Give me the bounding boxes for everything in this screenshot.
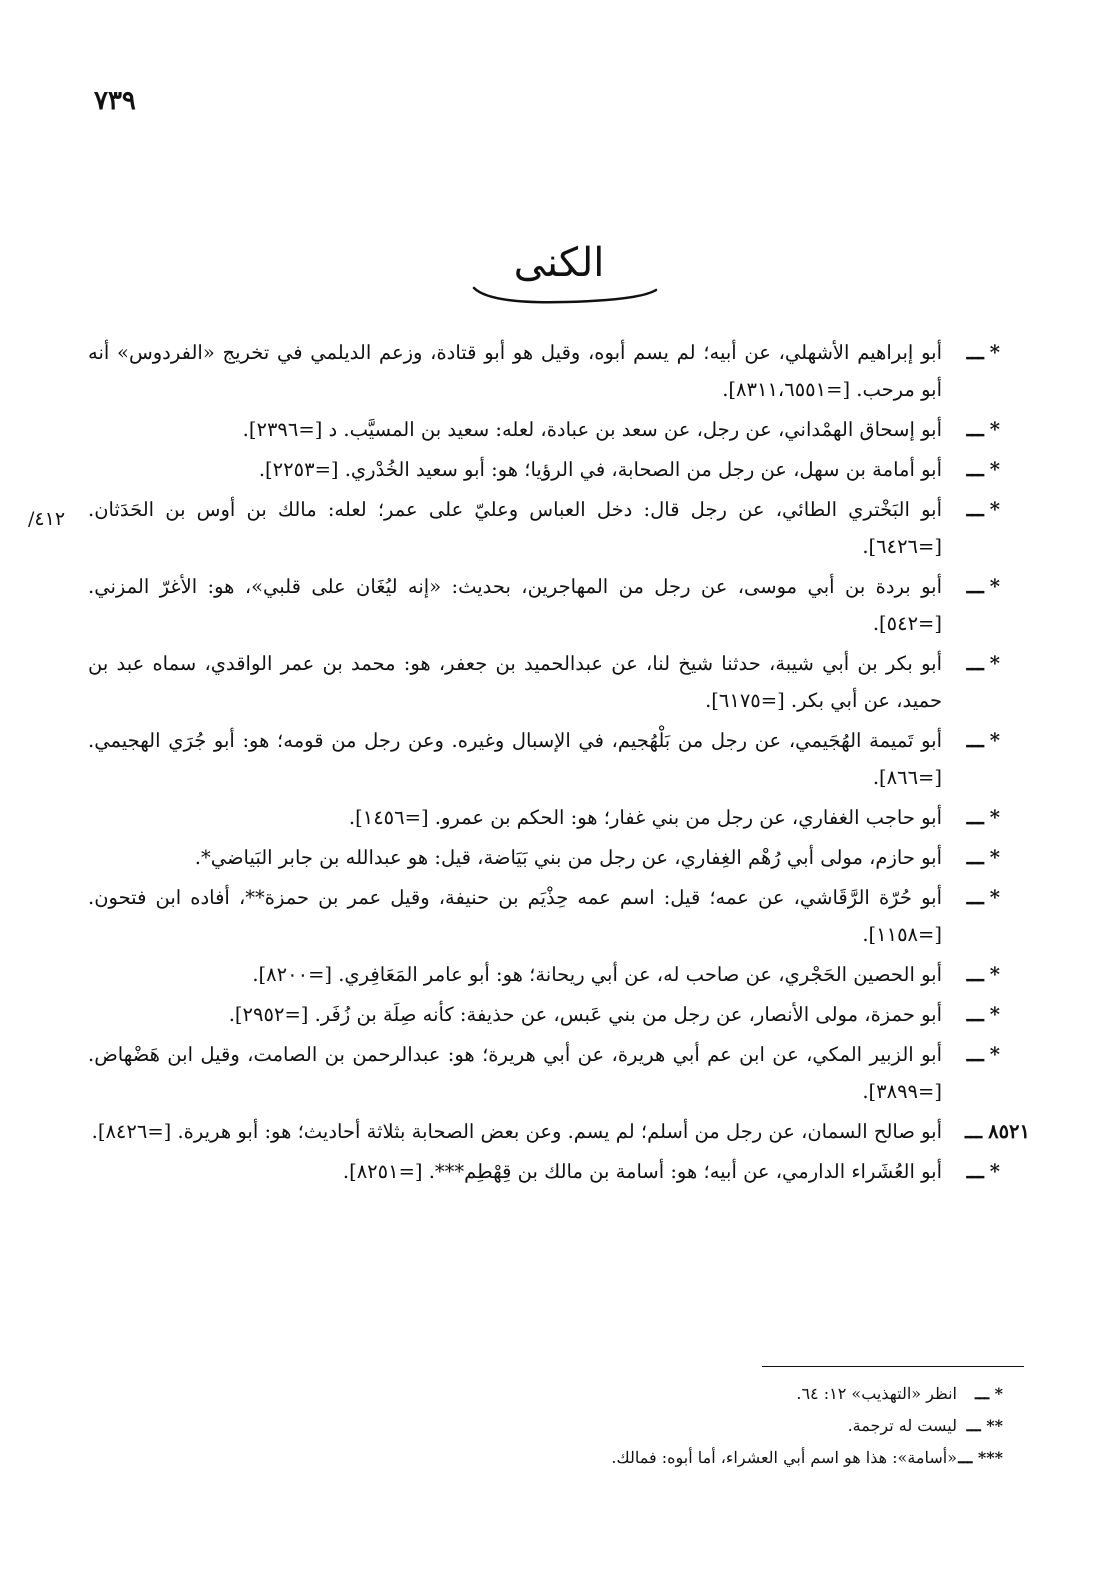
entry-item	[88, 1113, 1030, 1150]
entry-marker	[967, 839, 1000, 876]
entry-marker	[967, 799, 1000, 836]
entry-item	[88, 799, 1000, 836]
entry-item	[88, 722, 1000, 796]
entry-item	[88, 956, 1000, 993]
footnote-item	[300, 1442, 1003, 1474]
entry-dash: ـــ	[966, 963, 984, 986]
entry-text: أبو حمزة، مولى الأنصار، عن رجل من بني عَبس، عن حذيفة: كأنه صِلَة بن زُفَر. [=٢٩٥٢].	[228, 1003, 942, 1026]
entry-item	[88, 645, 1000, 719]
entry-text: أبو بردة بن أبي موسى، عن رجل من المهاجرين، بحديث: «إنه ليُغَان على قلبي»، هو: الأغرّ المزني. [=٥٤٢].	[88, 575, 942, 635]
footnote-marker: *** ـــ	[958, 1448, 1003, 1467]
footnote-text: «أسامة»: هذا هو اسم أبي العشراء، أما أبوه: فمالك.	[611, 1448, 957, 1467]
entry-dash: ـــ	[966, 1160, 984, 1183]
entry-marker-symbol: *	[989, 458, 1000, 481]
entry-dash: ـــ	[966, 341, 984, 364]
entry-dash: ـــ	[966, 498, 984, 521]
entry-marker-symbol: *	[989, 575, 1000, 598]
page-number: ٧٣٩	[94, 86, 136, 116]
entry-text: أبو حُرّة الرَّقَاشي، عن عمه؛ قيل: اسم عمه حِذْيَم بن حنيفة، وقيل عمر بن حمزة**، أفاده ابن فتحون. [=١١٥٨].	[88, 886, 942, 946]
entry-dash: ـــ	[966, 806, 984, 829]
entry-item	[88, 1036, 1000, 1110]
entry-item	[88, 1153, 1000, 1190]
entry-marker-symbol: *	[989, 418, 1000, 441]
entry-text: أبو العُشَراء الدارمي، عن أبيه؛ هو: أسامة بن مالك بن قِهْطِم***. [=٨٢٥١].	[342, 1160, 942, 1183]
entry-item	[88, 451, 1000, 488]
entry-list	[88, 334, 1030, 1193]
entry-marker-symbol: ٨٥٢١	[988, 1120, 1030, 1143]
entry-dash: ـــ	[966, 418, 984, 441]
entry-marker	[967, 1036, 1000, 1073]
entry-text: أبو إسحاق الهمْداني، عن رجل، عن سعد بن عبادة، لعله: سعيد بن المسيَّب. د [=٢٣٩٦].	[242, 418, 942, 441]
entry-marker	[967, 411, 1000, 448]
entry-item	[88, 411, 1000, 448]
entry-text: أبو حاجب الغفاري، عن رجل من بني غفار؛ هو: الحكم بن عمرو. [=١٤٥٦].	[348, 806, 942, 829]
entry-marker	[967, 722, 1000, 759]
footnote-text: ليست له ترجمة.	[847, 1416, 957, 1435]
entry-text: أبو بكر بن أبي شيبة، حدثنا شيخ لنا، عن عبدالحميد بن جعفر، هو: محمد بن عمر الواقدي، سماه عبد بن حميد، عن أبي بكر. [=٦١٧٥].	[88, 652, 942, 712]
entry-dash: ـــ	[966, 458, 984, 481]
entry-marker	[965, 1113, 1030, 1150]
entry-dash: ـــ	[966, 886, 984, 909]
footnote-text: انظر «التهذيب» ١٢: ٦٤.	[796, 1384, 957, 1403]
chapter-title: الكنى	[513, 240, 605, 286]
entry-dash: ـــ	[966, 652, 984, 675]
entry-text: أبو تَميمة الهُجَيمي، عن رجل من بَلْهُجيم، في الإسبال وغيره. وعن رجل من قومه؛ هو: أبو جُرَي الهجيمي. [=٨٦٦].	[88, 729, 942, 789]
entry-marker-symbol: *	[989, 963, 1000, 986]
entry-marker	[967, 491, 1000, 528]
entry-text: أبو إبراهيم الأشهلي، عن أبيه؛ لم يسم أبوه، وقيل هو أبو قتادة، وزعم الديلمي في تخريج «الفردوس» أنه أبو مرحب. [=٨٣١١،٦٥٥١].	[88, 341, 942, 401]
title-swash-ornament	[470, 284, 660, 306]
entry-marker	[967, 1153, 1000, 1190]
entry-marker-symbol: *	[989, 1003, 1000, 1026]
footnote-divider	[762, 1366, 1024, 1367]
entry-item	[88, 839, 1000, 876]
entry-text: أبو الحصين الحَجْري، عن صاحب له، عن أبي ريحانة؛ هو: أبو عامر المَعَافِري. [=٨٢٠٠].	[252, 963, 942, 986]
footnote-marker: ** ـــ	[966, 1416, 1003, 1435]
entry-marker-symbol: *	[989, 846, 1000, 869]
entry-item	[88, 879, 1000, 953]
entry-marker	[967, 334, 1000, 371]
margin-note: ٤١٢/	[28, 508, 66, 530]
entry-text: أبو أمامة بن سهل، عن رجل من الصحابة، في الرؤيا؛ هو: أبو سعيد الخُدْري. [=٢٢٥٣].	[258, 458, 942, 481]
entry-dash: ـــ	[966, 846, 984, 869]
entry-dash: ـــ	[966, 575, 984, 598]
entry-marker-symbol: *	[989, 1160, 1000, 1183]
entry-text: أبو البَخْتري الطائي، عن رجل قال: دخل العباس وعليّ على عمر؛ لعله: مالك بن أوس بن الحَدَثان. [=٦٤٢٦].	[88, 498, 942, 558]
entry-marker	[967, 568, 1000, 605]
entry-dash: ـــ	[966, 1043, 984, 1066]
entry-marker-symbol: *	[989, 729, 1000, 752]
entry-item	[88, 568, 1000, 642]
entry-marker	[967, 451, 1000, 488]
entry-marker-symbol: *	[989, 1043, 1000, 1066]
entry-item	[88, 334, 1000, 408]
entry-dash: ـــ	[966, 729, 984, 752]
entry-marker-symbol: *	[989, 498, 1000, 521]
footnote-item	[300, 1410, 1003, 1442]
footnote-marker: * ـــ	[975, 1384, 1003, 1403]
entry-marker-symbol: *	[989, 652, 1000, 675]
entry-text: أبو صالح السمان، عن رجل من أسلم؛ لم يسم. وعن بعض الصحابة بثلاثة أحاديث؛ هو: أبو هريرة. [=٨٤٢٦].	[91, 1120, 942, 1143]
entry-marker	[967, 956, 1000, 993]
footnote-item	[300, 1378, 1003, 1410]
entry-dash: ـــ	[964, 1120, 983, 1143]
entry-item	[88, 491, 1000, 565]
entry-marker	[967, 645, 1000, 682]
entry-dash: ـــ	[966, 1003, 984, 1026]
entry-marker-symbol: *	[989, 341, 1000, 364]
entry-marker	[967, 996, 1000, 1033]
entry-text: أبو حازم، مولى أبي رُهْم الغِفاري، عن رجل من بني بَيَاضة، قيل: هو عبدالله بن جابر البَياضي*.	[194, 846, 942, 869]
entry-text: أبو الزبير المكي، عن ابن عم أبي هريرة، عن أبي هريرة؛ هو: عبدالرحمن بن الصامت، وقيل ابن هَضْهاض. [=٣٨٩٩].	[88, 1043, 942, 1103]
entry-marker-symbol: *	[989, 806, 1000, 829]
footnote-list	[300, 1378, 1003, 1474]
entry-marker-symbol: *	[989, 886, 1000, 909]
entry-item	[88, 996, 1000, 1033]
entry-marker	[967, 879, 1000, 916]
